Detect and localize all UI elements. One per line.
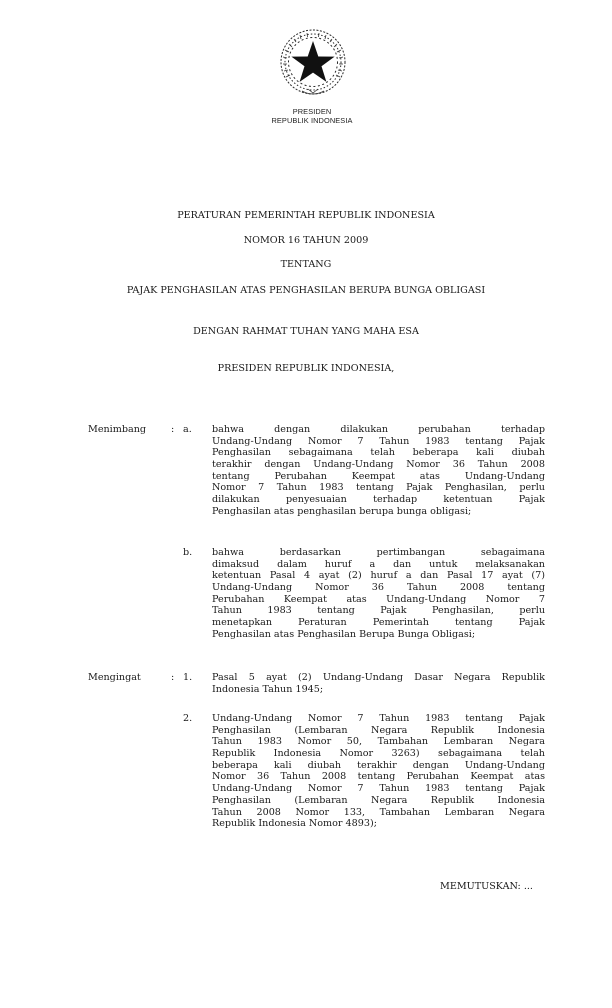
menimbang-item-b-marker: b. (183, 547, 193, 558)
emblem-caption-republik: REPUBLIK INDONESIA (271, 116, 353, 125)
invocation: DENGAN RAHMAT TUHAN YANG MAHA ESA (193, 326, 419, 337)
text-line: Republik Indonesia Nomor 3263) sebagaimana telah (212, 748, 545, 760)
text-line: Tahun 1983 tentang Pajak Penghasilan, perlu (212, 605, 545, 617)
text-line: Pasal 5 ayat (2) Undang-Undang Dasar Negara Republik (212, 672, 545, 683)
text-line: beberapa kali diubah terakhir dengan Undang-Undang (212, 759, 545, 771)
text-line: Nomor 7 Tahun 1983 tentang Pajak Penghasilan, perlu (212, 482, 545, 494)
text-line: menetapkan Peraturan Pemerintah tentang Pajak (212, 617, 545, 629)
text-line: ketentuan Pasal 4 ayat (2) huruf a dan Pasal 17 ayat (7) (212, 570, 545, 582)
menimbang-item-b (212, 547, 545, 641)
emblem-caption-presiden: PRESIDEN (292, 107, 332, 116)
menimbang-item-a-marker: a. (183, 424, 192, 435)
menimbang-colon: : (171, 424, 175, 435)
text-line: Republik Indonesia Nomor 4893); (212, 818, 377, 830)
regulation-number: NOMOR 16 TAHUN 2009 (243, 235, 369, 246)
text-line: Undang-Undang Nomor 36 Tahun 2008 tentang (212, 582, 545, 594)
text-line: Indonesia Tahun 1945; (212, 683, 324, 695)
text-line: tentang Perubahan Keempat atas Undang-Undang (212, 470, 545, 482)
regulation-title: PERATURAN PEMERINTAH REPUBLIK INDONESIA (177, 210, 435, 221)
mengingat-item-1-marker: 1. (183, 672, 193, 683)
text-line: bahwa berdasarkan pertimbangan sebagaimana (212, 547, 545, 558)
text-line: Penghasilan atas penghasilan berupa bunga obligasi; (212, 505, 472, 517)
text-line: bahwa dengan dilakukan perubahan terhadap (212, 424, 545, 435)
mengingat-item-2-marker: 2. (183, 713, 193, 724)
text-line: Undang-Undang Nomor 7 Tahun 1983 tentang Pajak (212, 783, 545, 795)
text-line: Perubahan Keempat atas Undang-Undang Nomor 7 (212, 593, 545, 605)
text-line: Penghasilan atas Penghasilan Berupa Bunga Obligasi; (212, 628, 476, 640)
text-line: terakhir dengan Undang-Undang Nomor 36 Tahun 2008 (212, 459, 545, 471)
mengingat-item-2 (212, 713, 545, 830)
regulation-subject: PAJAK PENGHASILAN ATAS PENGHASILAN BERUPA BUNGA OBLIGASI (126, 285, 486, 296)
text-line: Tahun 1983 Nomor 50, Tambahan Lembaran Negara (212, 736, 545, 748)
text-line: dilakukan penyesuaian terhadap ketentuan Pajak (212, 494, 545, 506)
issuer: PRESIDEN REPUBLIK INDONESIA, (217, 363, 395, 374)
menimbang-item-a (212, 424, 545, 518)
mengingat-colon: : (171, 672, 175, 683)
text-line: Undang-Undang Nomor 7 Tahun 1983 tentang Pajak (212, 435, 545, 447)
text-line: Penghasilan (Lembaran Negara Republik Indonesia (212, 724, 545, 736)
mengingat-item-1 (212, 672, 545, 695)
text-line: Penghasilan (Lembaran Negara Republik Indonesia (212, 794, 545, 806)
text-line: Undang-Undang Nomor 7 Tahun 1983 tentang Pajak (212, 713, 545, 724)
text-line: dimaksud dalam huruf a dan untuk melaksanakan (212, 558, 545, 570)
menimbang-label: Menimbang (88, 424, 147, 435)
garuda-star-wreath-emblem-icon (272, 27, 354, 97)
continuation-memutuskan: MEMUTUSKAN: ... (440, 881, 533, 892)
text-line: Penghasilan sebagaimana telah beberapa kali diubah (212, 447, 545, 459)
regulation-about: TENTANG (280, 259, 332, 270)
text-line: Tahun 2008 Nomor 133, Tambahan Lembaran Negara (212, 806, 545, 818)
mengingat-label: Mengingat (88, 672, 141, 683)
text-line: Nomor 36 Tahun 2008 tentang Perubahan Keempat atas (212, 771, 545, 783)
